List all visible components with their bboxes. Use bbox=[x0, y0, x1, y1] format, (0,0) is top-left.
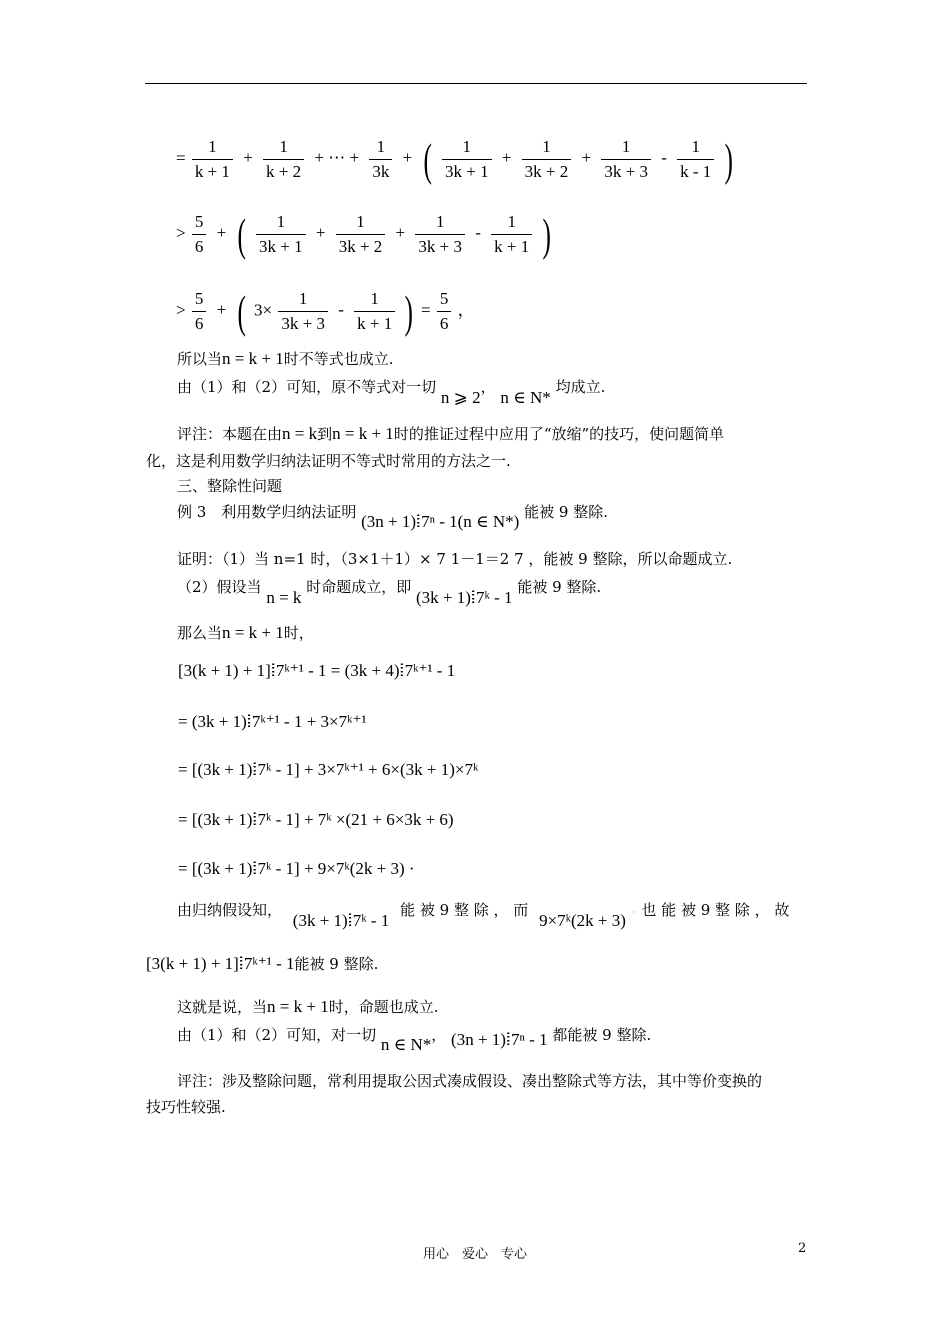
fraction: $\frac{5}{6}$ bbox=[192, 288, 207, 335]
proof-line: 由归纳假设知， (3k + 1)ⵂ7ᵏ - 1 能 被 9 整 除 ， 而 9×7ᵏ(2k + 3) ◦ 也 能 被 9 整 除 ， 故 bbox=[177, 901, 790, 930]
fraction: $\frac{1}{3k + 2}$ bbox=[522, 136, 572, 183]
eq-sign: = bbox=[176, 148, 186, 168]
derivation-step: = [(3k + 1)ⵂ7ᵏ - 1] + 3×7ᵏ⁺¹ + 6×(3k + 1)×7ᵏ bbox=[178, 760, 479, 779]
paragraph-line: 所以当n = k + 1时不等式也成立. bbox=[177, 349, 394, 368]
example-statement: 例 3 利用数学归纳法证明 (3n + 1)ⵂ7ⁿ - 1(n ∈ N*) 能被 9 整除. bbox=[177, 503, 608, 531]
footer-text: 用心 爱心 专心 bbox=[422, 1247, 527, 1262]
proof-line: 那么当n = k + 1时， bbox=[177, 623, 314, 642]
fraction: $\frac{1}{k + 1}$ bbox=[192, 136, 233, 183]
derivation-step: = [(3k + 1)ⵂ7ᵏ - 1] + 9×7ᵏ(2k + 3) · bbox=[178, 859, 415, 878]
remark-line: 评注：涉及整除问题，常利用提取公因式凑成假设、凑出整除式等方法，其中等价变换的 bbox=[177, 1072, 763, 1090]
fraction: $\frac{1}{3k + 1}$ bbox=[256, 211, 306, 258]
equation-line-3: > $\frac{5}{6}$ + ( 3× $\frac{1}{3k + 3}$ - $\frac{1}{k + 1}$ ) = $\frac{5}{6}$ ， bbox=[176, 285, 475, 337]
derivation-step: = (3k + 1)ⵂ7ᵏ⁺¹ - 1 + 3×7ᵏ⁺¹ bbox=[178, 712, 367, 731]
proof-line: 证明：（1）当 n=1 时，（3×1＋1）× 7 1－1＝2 7 ，能被 9 整除，所以命题成立. bbox=[177, 550, 733, 568]
section-heading: 三、整除性问题 bbox=[177, 477, 283, 495]
fraction: $\frac{1}{k + 2}$ bbox=[263, 136, 304, 183]
paragraph-line: 评注：本题在由n = k到n = k + 1时的推证过程中应用了“放缩”的技巧，使问题简单 bbox=[177, 424, 725, 443]
derivation-step: [3(k + 1) + 1]ⵂ7ᵏ⁺¹ - 1 = (3k + 4)ⵂ7ᵏ⁺¹ - 1 bbox=[178, 661, 456, 680]
fraction: $\frac{1}{3k + 3}$ bbox=[601, 136, 651, 183]
fraction: $\frac{5}{6}$ bbox=[192, 211, 207, 258]
fraction: $\frac{1}{k + 1}$ bbox=[354, 288, 395, 335]
equation-line-2: > $\frac{5}{6}$ + ( $\frac{1}{3k + 1}$ + $\frac{1}{3k + 2}$ + $\frac{1}{3k + 3}$ - $\frac{1}{k + 1}$ ) bbox=[176, 208, 551, 260]
fraction: $\frac{1}{k + 1}$ bbox=[491, 211, 532, 258]
fraction: $\frac{1}{3k + 3}$ bbox=[415, 211, 465, 258]
fraction: $\frac{5}{6}$ bbox=[437, 288, 452, 335]
equation-line-1: = $\frac{1}{k + 1}$ + $\frac{1}{k + 2}$ + ⋯ + $\frac{1}{3k}$ + ( $\frac{1}{3k + 1}$ + $\frac{1}{3k + 2}$ + $\frac{1}{3k + 3}$ - $\frac{1}{k - 1}$ ) bbox=[176, 133, 733, 185]
paragraph-line: 化，这是利用数学归纳法证明不等式时常用的方法之一. bbox=[146, 452, 511, 470]
remark-line: 技巧性较强. bbox=[146, 1098, 226, 1116]
header-rule bbox=[145, 83, 807, 84]
proof-line: [3(k + 1) + 1]ⵂ7ᵏ⁺¹ - 1能被 9 整除. bbox=[146, 954, 379, 973]
fraction: $\frac{1}{k - 1}$ bbox=[677, 136, 714, 183]
fraction: $\frac{1}{3k + 1}$ bbox=[442, 136, 492, 183]
proof-line: 这就是说，当n = k + 1时，命题也成立. bbox=[177, 997, 439, 1016]
page-number: 2 bbox=[798, 1241, 807, 1256]
paragraph-line: 由（1）和（2）可知，原不等式对一切 n ⩾ 2， n ∈ N* 均成立. bbox=[177, 378, 606, 407]
proof-line: （2）假设当 n = k 时命题成立，即 (3k + 1)ⵂ7ᵏ - 1 能被 9 整除. bbox=[177, 578, 602, 607]
fraction: $\frac{1}{3k}$ bbox=[369, 136, 392, 183]
fraction: $\frac{1}{3k + 2}$ bbox=[336, 211, 386, 258]
derivation-step: = [(3k + 1)ⵂ7ᵏ - 1] + 7ᵏ ×(21 + 6×3k + 6) bbox=[178, 810, 454, 829]
proof-line: 由（1）和（2）可知，对一切 n ∈ N*， (3n + 1)ⵂ7ⁿ - 1 都能被 9 整除. bbox=[177, 1026, 652, 1054]
fraction: $\frac{1}{3k + 3}$ bbox=[278, 288, 328, 335]
